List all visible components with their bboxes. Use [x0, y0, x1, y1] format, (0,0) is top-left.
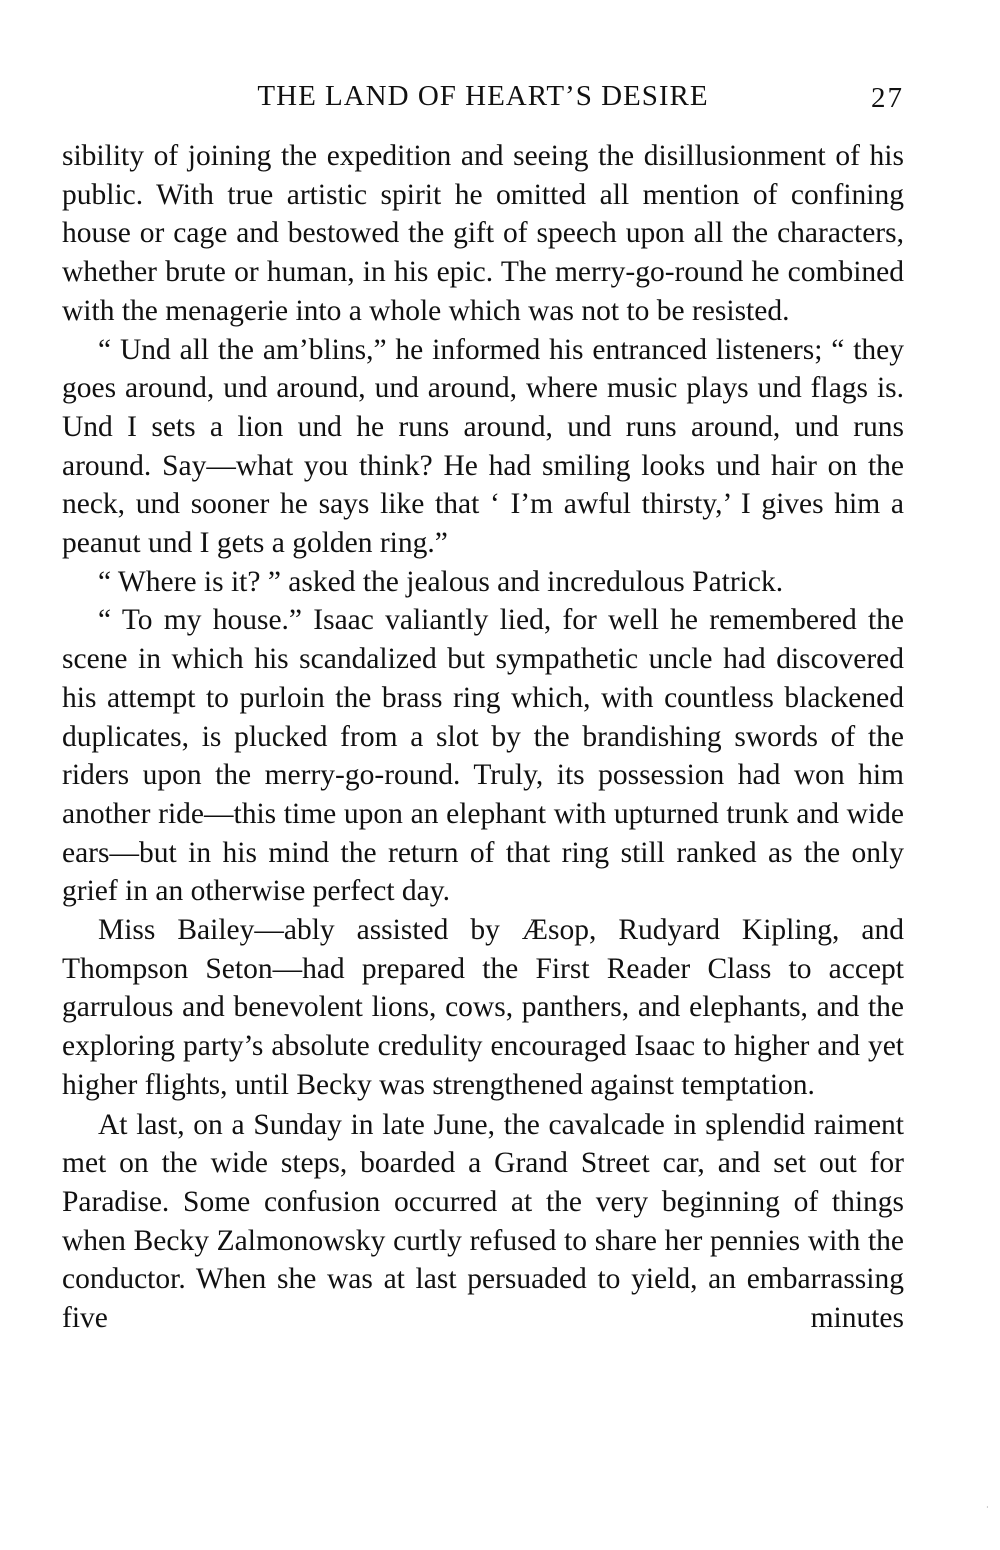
paragraph-isaac-story: “ Und all the am’blins,” he informed his entranced listeners; “ they goes around, und around, und around, where music plays und flags is. Und I sets a lion und he runs around, und runs around, und runs around. Say—what you think? He had smiling looks und hair on the neck, und sooner he says like that ‘ I’m awful thirsty,’ I gives him a peanut und I gets a golden ring.”: [62, 333, 904, 560]
page-number: 27: [871, 82, 904, 114]
running-header: [62, 78, 904, 118]
paragraph-patrick-question: “ Where is it? ” asked the jealous and incredulous Patrick.: [98, 565, 784, 598]
paragraph-cavalcade: At last, on a Sunday in late June, the cavalcade in splendid raiment met on the wide steps, boarded a Grand Street car, and set out for Paradise. Some confusion occurred at the very beginning of things when Becky Zalmonowsky curtly refused to share her pennies with the conductor. When she was at last persuaded to yield, an embarrassing five minutes: [62, 1108, 904, 1335]
paragraph-continued: sibility of joining the expedition and seeing the disillusionment of his public. With true artistic spirit he omitted all mention of confining house or cage and bestowed the gift of speech upon all the characters, whether brute or human, in his epic. The merry-go-round he combined with the menagerie into a whole which was not to be resisted.: [62, 140, 904, 327]
body-text: [62, 137, 904, 1338]
paragraph-isaac-lied: “ To my house.” Isaac valiantly lied, for well he remembered the scene in which his scandalized but sympathetic uncle had discovered his attempt to purloin the brass ring which, with countless blackened duplicates, is plucked from a slot by the brandishing swords of the riders upon the merry-go-round. Truly, its possession had won him another ride—this time upon an elephant with upturned trunk and wide ears—but in his mind the return of that ring still ranked as the only grief in an otherwise perfect day.: [62, 604, 904, 908]
running-title: THE LAND OF HEART’S DESIRE: [257, 80, 709, 112]
scan-speck: ·: [986, 1503, 989, 1512]
paragraph-miss-bailey: Miss Bailey—ably assisted by Æsop, Rudyard Kipling, and Thompson Seton—had prepared the First Reader Class to accept garrulous and benevolent lions, cows, panthers, and elephants, and the exploring party’s absolute credulity encouraged Isaac to higher and yet higher flights, until Becky was strengthened against temptation.: [62, 914, 904, 1101]
